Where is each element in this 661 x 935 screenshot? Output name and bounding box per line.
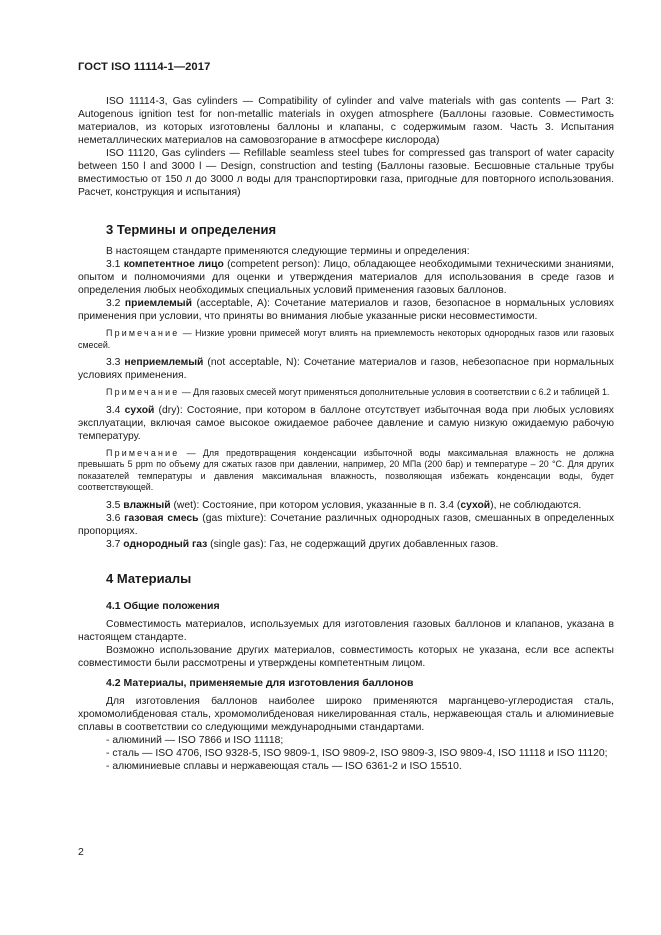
term-3-6: 3.6 газовая смесь (gas mixture): Сочетание различных однородных газов, смешанных в определенных пропорциях.	[78, 512, 614, 537]
list-item-aluminium: - алюминий — ISO 7866 и ISO 11118;	[106, 734, 284, 746]
term-name: влажный	[123, 499, 171, 511]
term-name: компетентное лицо	[123, 259, 224, 270]
section-3-intro: В настоящем стандарте применяются следующие термины и определения:	[106, 246, 470, 257]
term-name: газовая смесь	[124, 512, 199, 524]
note-3-3: Примечание — Для газовых смесей могут применяться дополнительные условия в соответствии с 6.2 и таблицей 1.	[106, 387, 610, 397]
section-4-title: 4 Материалы	[106, 570, 192, 586]
section-4-1-para-1: Совместимость материалов, используемых для изготовления газовых баллонов и клапанов, указана в настоящем стандарте.	[78, 618, 614, 643]
page-content	[78, 95, 614, 773]
term-3-1: 3.1 компетентное лицо (competent person): Лицо, обладающее необходимыми техническими знаниями, опытом и полномочиями для оценки и утверждения материалов для использования в среде газов и определения любых необходимых специальных условий применения газовых баллонов.	[78, 259, 614, 296]
term-name: приемлемый	[124, 298, 192, 309]
note-label: Примечание	[106, 387, 180, 397]
section-3-title: 3 Термины и определения	[106, 222, 277, 237]
term-3-2: 3.2 приемлемый (acceptable, A): Сочетание материалов и газов, безопасное в нормальных условиях применения при условии, что приняты во внимания любые указанные риски несовместимости.	[78, 298, 614, 322]
section-4-1-para-2: Возможно использование других материалов, совместимость которых не указана, если все аспекты совместимости были рассмотрены и утверждены компетентным лицом.	[78, 644, 614, 669]
term-reference: сухой	[460, 499, 491, 511]
section-4-2-para-1: Для изготовления баллонов наиболее широко применяются марганцево-углеродистая сталь, хромомолибденовая сталь, хромомолибденовая никелированная сталь, нержавеющая сталь и алюминиевые сплавы в соответствии со следующими международными стандартами.	[78, 695, 614, 733]
term-name: неприемлемый	[124, 357, 204, 368]
reference-iso-11114-3: ISO 11114-3, Gas cylinders — Compatibility of cylinder and valve materials with gas contents — Part 3: Autogenous ignition test for non-metallic materials in oxygen atmosphere (Баллоны газовые. Совместимость материалов, из которых изготовлены баллоны и клапаны, с содержимым газом. Часть 3. Испытания неметаллических материалов на самовозгорание в атмосфере кислорода)	[78, 96, 614, 146]
section-4-2-title: 4.2 Материалы, применяемые для изготовления баллонов	[106, 676, 414, 689]
list-item-steel: - сталь — ISO 4706, ISO 9328-5, ISO 9809-1, ISO 9809-2, ISO 9809-3, ISO 9809-4, ISO 11118 и ISO 11120;	[106, 747, 608, 759]
note-3-4: Примечание — Для предотвращения конденсации избыточной воды максимальная влажность не должна превышать 5 ppm по объему для сжатых газов при давлении, например, 20 МПа (200 бар) и температуре – 20 °С. Для других показателей температуры и давления максимальная влажность, позволяющая избежать конденсации воды, будет соответствующей.	[78, 447, 614, 492]
note-label: Примечание	[106, 447, 180, 458]
note-label: Примечание	[106, 328, 180, 338]
section-4-1-title: 4.1 Общие положения	[106, 599, 220, 612]
term-3-4: 3.4 сухой (dry): Состояние, при котором в баллоне отсутствует избыточная вода при любых условиях эксплуатации, включая самое высокое ожидаемое рабочее давление и самую низкую ожидаемую рабочую температуру.	[78, 404, 614, 442]
term-3-5: 3.5 влажный (wet): Состояние, при котором условия, указанные в п. 3.4 (сухой), не соблюдаются.	[106, 499, 582, 511]
document-header: ГОСТ ISO 11114-1—2017	[78, 61, 211, 73]
term-3-7: 3.7 однородный газ (single gas): Газ, не содержащий других добавленных газов.	[106, 538, 499, 550]
note-3-2: Примечание — Низкие уровни примесей могут влиять на приемлемость некоторых однородных газов или газовых смесей.	[78, 328, 614, 350]
term-name: сухой	[124, 404, 155, 416]
reference-iso-11120: ISO 11120, Gas cylinders — Refillable seamless steel tubes for compressed gas transport of water capacity between 150 l and 3000 l — Design, construction and testing (Баллоны газовые. Бесшовные стальные трубы вместимостью от 150 л до 3000 л воды для транспортировки газа, пригодные для повторного использования. Расчет, конструкция и испытания)	[78, 148, 614, 198]
list-item-alloys: - алюминиевые сплавы и нержавеющая сталь — ISO 6361-2 и ISO 15510.	[106, 760, 462, 772]
term-name: однородный газ	[123, 538, 208, 550]
term-3-3: 3.3 неприемлемый (not acceptable, N): Сочетание материалов и газов, небезопасное при нормальных условиях применения.	[78, 357, 614, 381]
page-number: 2	[78, 846, 84, 858]
